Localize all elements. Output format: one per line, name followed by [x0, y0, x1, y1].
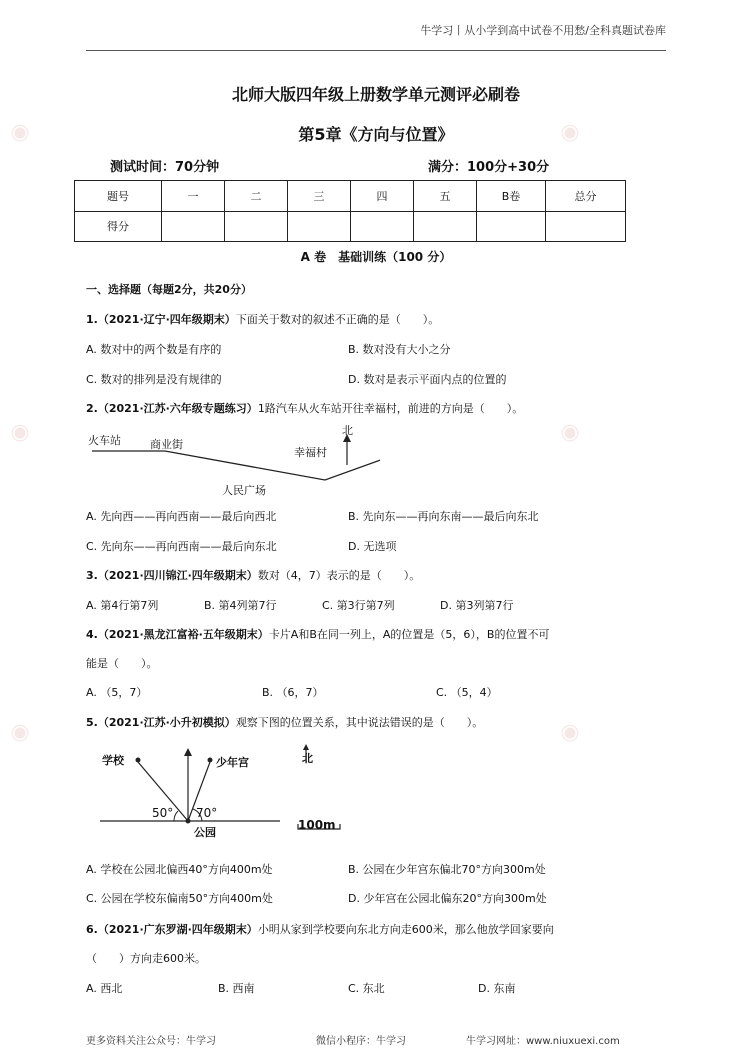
q3-option-c[interactable]: C. 第3行第7列	[322, 599, 395, 612]
angle-label-50: 50°	[152, 806, 174, 820]
q6-option-c[interactable]: C. 东北	[348, 982, 385, 995]
score-input-cell[interactable]	[546, 211, 626, 242]
question-2	[86, 400, 523, 416]
section-a-heading: A 卷 基础训练（100 分）	[300, 250, 452, 264]
q2-option-b[interactable]: B. 先向东——再向东南——最后向东北	[348, 510, 539, 523]
question-stem: 卡片A和B在同一列上，A的位置是（5，6），B的位置不可	[268, 628, 550, 641]
table-cell: 三	[288, 181, 351, 212]
q3-option-b[interactable]: B. 第4列第7行	[204, 599, 277, 612]
watermark: ◉	[555, 416, 585, 449]
question-source: 2.（2021·江苏·六年级专题练习）	[86, 402, 258, 415]
score-input-cell[interactable]	[288, 211, 351, 242]
question-stem: 下面关于数对的叙述不正确的是（ ）。	[235, 313, 440, 326]
question-stem: 观察下图的位置关系，其中说法错误的是（ ）。	[235, 716, 484, 729]
exam-time: 测试时间：70分钟	[110, 160, 220, 175]
q4-option-a[interactable]: A. （5，7）	[86, 686, 148, 699]
table-cell: 五	[414, 181, 477, 212]
q6-option-b[interactable]: B. 西南	[218, 982, 255, 995]
map-label-palace: 少年宫	[216, 756, 249, 769]
document-title: 北师大版四年级上册数学单元测评必刷卷	[231, 85, 520, 104]
chapter-title: 第5章《方向与位置》	[298, 125, 454, 144]
q2-option-a[interactable]: A. 先向西——再向西南——最后向西北	[86, 510, 277, 523]
full-score: 满分：100分+30分	[428, 160, 550, 175]
watermark: ◉	[555, 116, 585, 149]
q3-option-d[interactable]: D. 第3列第7行	[440, 599, 514, 612]
table-row	[75, 211, 626, 242]
question-stem: 小明从家到学校要向东北方向走600米，那么他放学回家要向	[257, 923, 554, 936]
part1-heading: 一、选择题（每题2分，共20分）	[86, 283, 252, 296]
table-cell: 总分	[546, 181, 626, 212]
north-label: 北	[302, 752, 313, 765]
question-source: 5.（2021·江苏·小升初模拟）	[86, 716, 236, 729]
map-label-village: 幸福村	[294, 446, 327, 459]
table-cell: 得分	[75, 211, 162, 242]
q1-option-d[interactable]: D. 数对是表示平面内点的位置的	[348, 373, 507, 386]
map-label-park: 公园	[194, 826, 216, 839]
question-stem: 数对（4，7）表示的是（ ）。	[257, 569, 421, 582]
map-label-street: 商业街	[150, 438, 183, 451]
map-label-square: 人民广场	[222, 484, 266, 497]
watermark: ◉	[5, 716, 35, 749]
header-divider	[86, 50, 666, 51]
question-4-cont: 能是（ ）。	[86, 657, 158, 670]
question-3	[86, 567, 420, 583]
q5-option-b[interactable]: B. 公园在少年宫东偏北70°方向300m处	[348, 863, 546, 876]
north-label: 北	[342, 424, 353, 437]
q1-option-b[interactable]: B. 数对没有大小之分	[348, 343, 451, 356]
q6-option-a[interactable]: A. 西北	[86, 982, 123, 995]
q5-option-c[interactable]: C. 公园在学校东偏南50°方向400m处	[86, 892, 273, 905]
table-row	[75, 181, 626, 212]
watermark: ◉	[5, 116, 35, 149]
q5-option-a[interactable]: A. 学校在公园北偏西40°方向400m处	[86, 863, 273, 876]
q2-option-d[interactable]: D. 无选项	[348, 540, 397, 553]
question-1	[86, 311, 439, 327]
map-label-school: 学校	[102, 754, 124, 767]
q1-option-c[interactable]: C. 数对的排列是没有规律的	[86, 373, 222, 386]
score-input-cell[interactable]	[477, 211, 546, 242]
table-cell: 四	[351, 181, 414, 212]
q3-option-a[interactable]: A. 第4行第7列	[86, 599, 159, 612]
q6-option-d[interactable]: D. 东南	[478, 982, 516, 995]
q4-option-c[interactable]: C. （5，4）	[436, 686, 498, 699]
question-source: 3.（2021·四川锦江·四年级期末）	[86, 569, 258, 582]
q2-option-c[interactable]: C. 先向东——再向西南——最后向东北	[86, 540, 277, 553]
map-label-station: 火车站	[88, 434, 121, 447]
table-cell: B卷	[477, 181, 546, 212]
question-source: 1.（2021·辽宁·四年级期末）	[86, 313, 236, 326]
q4-option-b[interactable]: B. （6，7）	[262, 686, 324, 699]
question-5	[86, 714, 483, 730]
table-cell: 二	[225, 181, 288, 212]
score-input-cell[interactable]	[225, 211, 288, 242]
question-6	[86, 921, 554, 937]
score-input-cell[interactable]	[162, 211, 225, 242]
score-input-cell[interactable]	[414, 211, 477, 242]
q5-option-d[interactable]: D. 少年宫在公园北偏东20°方向300m处	[348, 892, 547, 905]
page-header: 牛学习丨从小学到高中试卷不用愁/全科真题试卷库	[420, 24, 666, 37]
scale-label: 100m	[298, 818, 336, 832]
question-6-cont: （ ）方向走600米。	[86, 952, 206, 965]
footer-left: 更多资料关注公众号：牛学习	[86, 1036, 216, 1047]
table-cell: 题号	[75, 181, 162, 212]
score-table	[74, 180, 626, 242]
footer-website-link[interactable]: 牛学习网址：www.niuxuexi.com	[466, 1036, 620, 1047]
footer-mid: 微信小程序：牛学习	[316, 1036, 406, 1047]
q1-option-a[interactable]: A. 数对中的两个数是有序的	[86, 343, 222, 356]
watermark: ◉	[555, 716, 585, 749]
question-4	[86, 626, 549, 642]
angle-label-70: 70°	[196, 806, 218, 820]
question-source: 4.（2021·黑龙江富裕·五年级期末）	[86, 628, 269, 641]
watermark: ◉	[5, 416, 35, 449]
question-stem: 1路汽车从火车站开往幸福村，前进的方向是（ ）。	[257, 402, 524, 415]
table-cell: 一	[162, 181, 225, 212]
score-input-cell[interactable]	[351, 211, 414, 242]
question-source: 6.（2021·广东罗湖·四年级期末）	[86, 923, 258, 936]
